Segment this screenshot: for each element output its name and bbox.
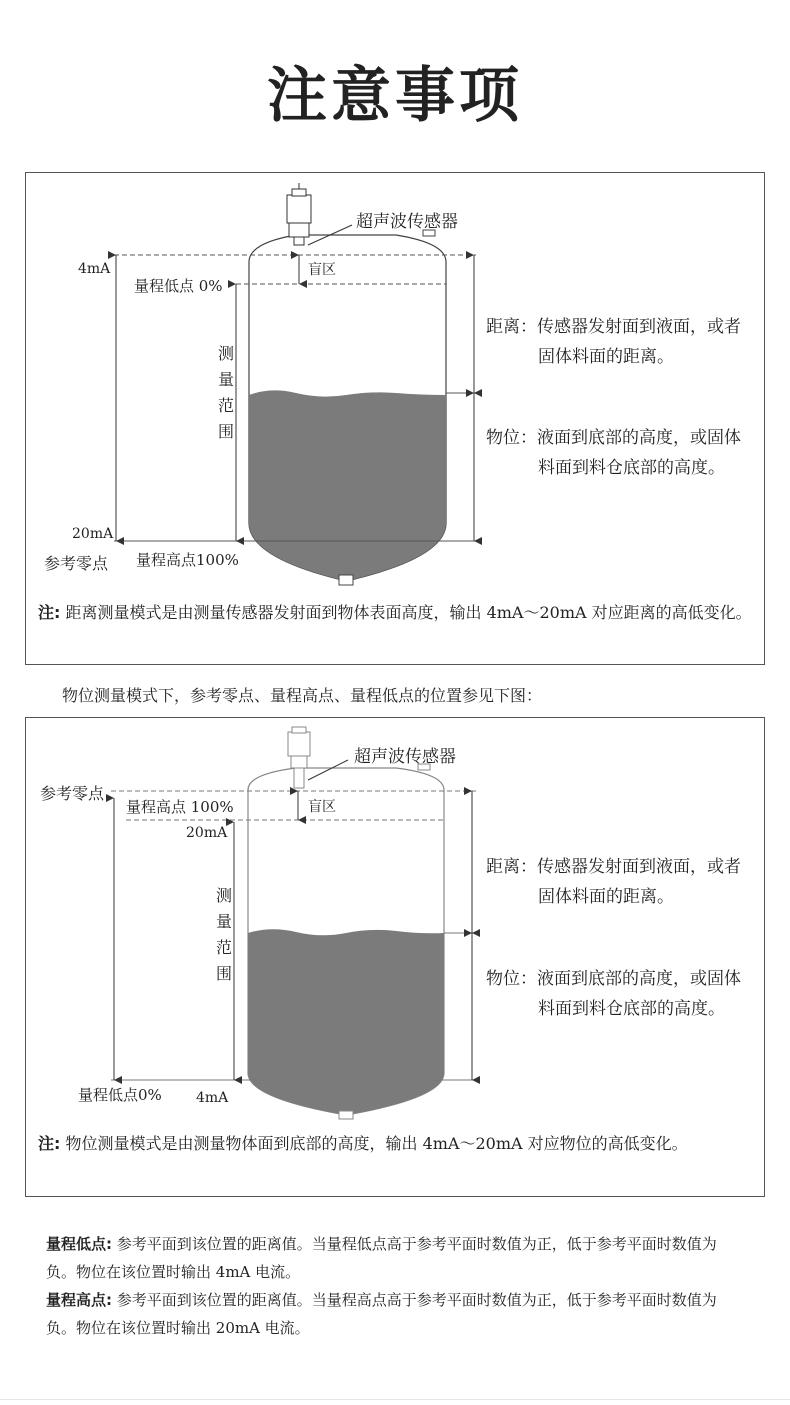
distance-mode-note [38, 599, 752, 626]
distance-desc-line2: 固体料面的距离。 [538, 887, 674, 907]
diagram-panel-level [25, 717, 765, 1197]
intro-text: 物位测量模式下，参考零点、量程高点、量程低点的位置参见下图： [62, 686, 543, 705]
range-high-label: 量程高点100% [136, 551, 239, 569]
level-desc-line1: 物位：液面到底部的高度，或固体 [486, 428, 741, 448]
range-high-label: 量程高点 100% [126, 798, 234, 816]
distance-desc-line1: 距离：传感器发射面到液面，或者 [486, 857, 741, 877]
distance-mode-diagram [26, 173, 764, 664]
current-4ma-label: 4mA [78, 261, 111, 277]
liquid-fill [249, 390, 446, 581]
measure-range-char-2: 量 [216, 912, 233, 931]
sensor-label: 超声波传感器 [356, 212, 458, 232]
distance-desc-line1: 距离：传感器发射面到液面，或者 [486, 317, 741, 337]
measure-range-char-4: 围 [216, 964, 233, 983]
footer-divider [0, 1399, 790, 1400]
level-desc-line1: 物位：液面到底部的高度，或固体 [486, 969, 741, 989]
level-desc-line2: 料面到料仓底部的高度。 [538, 999, 725, 1019]
page-title: 注意事项 [267, 61, 523, 131]
ref-zero-label: 参考零点 [44, 554, 109, 573]
definitions [46, 1230, 746, 1342]
note-label: 注: [38, 1134, 61, 1153]
blind-zone-label: 盲区 [308, 799, 336, 815]
range-low-label: 量程低点0% [78, 1086, 162, 1104]
note-text: 距离测量模式是由测量传感器发射面到物体表面高度，输出 4mA～20mA 对应距离的高低变化。 [60, 603, 752, 622]
measure-range-char-4: 围 [218, 422, 235, 441]
definition-range-high [46, 1286, 746, 1342]
measure-range-char-1: 测 [216, 886, 233, 905]
definition-term: 量程低点: [46, 1235, 112, 1253]
definition-term: 量程高点: [46, 1291, 112, 1309]
diagram-panel-distance [25, 172, 765, 665]
range-low-label: 量程低点 0% [134, 277, 223, 295]
liquid-fill [248, 929, 444, 1115]
ultrasonic-sensor-icon [287, 183, 311, 245]
definition-text: 参考平面到该位置的距离值。当量程高点高于参考平面时数值为正，低于参考平面时数值为负。物位在该位置时输出 20mA 电流。 [46, 1291, 717, 1337]
level-mode-diagram [26, 718, 764, 1196]
sensor-label: 超声波传感器 [354, 747, 456, 767]
ref-zero-label: 参考零点 [40, 784, 105, 803]
current-20ma-label: 20mA [72, 526, 114, 542]
measure-range-char-1: 测 [218, 344, 235, 363]
note-text: 物位测量模式是由测量物体面到底部的高度，输出 4mA～20mA 对应物位的高低变化。 [60, 1134, 688, 1153]
measure-range-char-2: 量 [218, 370, 235, 389]
measure-range-char-3: 范 [218, 396, 235, 415]
level-mode-note [38, 1130, 752, 1157]
definition-range-low [46, 1230, 746, 1286]
level-desc-line2: 料面到料仓底部的高度。 [538, 458, 725, 478]
current-4ma-label: 4mA [196, 1090, 229, 1106]
blind-zone-label: 盲区 [308, 262, 336, 278]
current-20ma-label: 20mA [186, 825, 228, 841]
measure-range-char-3: 范 [216, 938, 233, 957]
note-label: 注: [38, 603, 61, 622]
definition-text: 参考平面到该位置的距离值。当量程低点高于参考平面时数值为正，低于参考平面时数值为负。物位在该位置时输出 4mA 电流。 [46, 1235, 717, 1281]
distance-desc-line2: 固体料面的距离。 [538, 347, 674, 367]
